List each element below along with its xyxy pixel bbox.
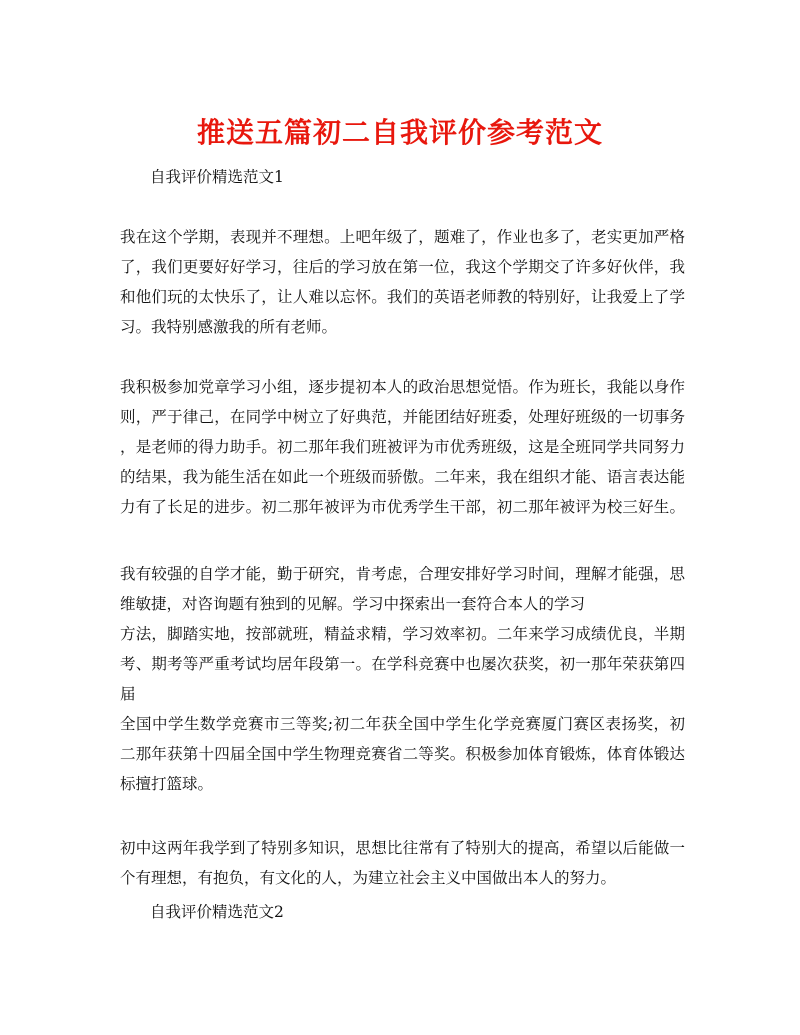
paragraph-1 <box>120 222 685 342</box>
paragraph-line: 标擅打篮球。 <box>120 775 214 793</box>
paragraph-line: 届 <box>120 685 136 703</box>
paragraph-line: 方法，脚踏实地，按部就班，精益求精，学习效率初。二年来学习成绩优良，半期 <box>120 625 685 643</box>
paragraph-line: 二那年获第十四届全国中学生物理竞赛省二等奖。积极参加体育锻炼，体育体锻达 <box>120 745 685 763</box>
section-heading-2: 自我评价精选范文2 <box>150 903 284 921</box>
paragraph-line: 我积极参加党章学习小组，逐步提初本人的政治思想觉悟。作为班长，我能以身作 <box>120 378 685 396</box>
paragraph-line: 的结果，我为能生活在如此一个班级而骄傲。二年来，我在组织才能、语言表达能 <box>120 468 685 486</box>
document-title: 推送五篇初二自我评价参考范文 <box>196 116 603 149</box>
paragraph-line: 和他们玩的太快乐了，让人难以忘怀。我们的英语老师教的特别好，让我爱上了学 <box>120 288 685 306</box>
paragraph-line: 初中这两年我学到了特别多知识，思想比往常有了特别大的提高，希望以后能做一 <box>120 839 685 857</box>
paragraph-2 <box>120 372 685 522</box>
section-heading-1: 自我评价精选范文1 <box>150 168 284 186</box>
paragraph-line: 个有理想，有抱负，有文化的人，为建立社会主义中国做出本人的努力。 <box>120 869 617 887</box>
paragraph-line: 习。我特别感激我的所有老师。 <box>120 318 338 336</box>
paragraph-line: 则，严于律己，在同学中树立了好典范，并能团结好班委，处理好班级的一切事务 <box>120 408 685 426</box>
paragraph-line: 我在这个学期，表现并不理想。上吧年级了，题难了，作业也多了，老实更加严格 <box>120 228 685 246</box>
paragraph-4 <box>120 833 685 893</box>
paragraph-line: 全国中学生数学竞赛市三等奖;初二年获全国中学生化学竞赛厦门赛区表扬奖，初 <box>120 715 685 733</box>
paragraph-3 <box>120 559 685 799</box>
paragraph-line: 了，我们更要好好学习，往后的学习放在第一位，我这个学期交了许多好伙伴，我 <box>120 258 685 276</box>
paragraph-line: 力有了长足的进步。初二那年被评为市优秀学生干部，初二那年被评为校三好生。 <box>120 498 685 516</box>
paragraph-line: 考、期考等严重考试均居年段第一。在学科竞赛中也屡次获奖，初一那年荣获第四 <box>120 655 685 673</box>
paragraph-line: 维敏捷，对咨询题有独到的见解。学习中探索出一套符合本人的学习 <box>120 595 586 613</box>
paragraph-line: ，是老师的得力助手。初二那年我们班被评为市优秀班级，这是全班同学共同努力 <box>120 438 685 456</box>
paragraph-line: 我有较强的自学才能，勤于研究，肯考虑，合理安排好学习时间，理解才能强，思 <box>120 565 685 583</box>
